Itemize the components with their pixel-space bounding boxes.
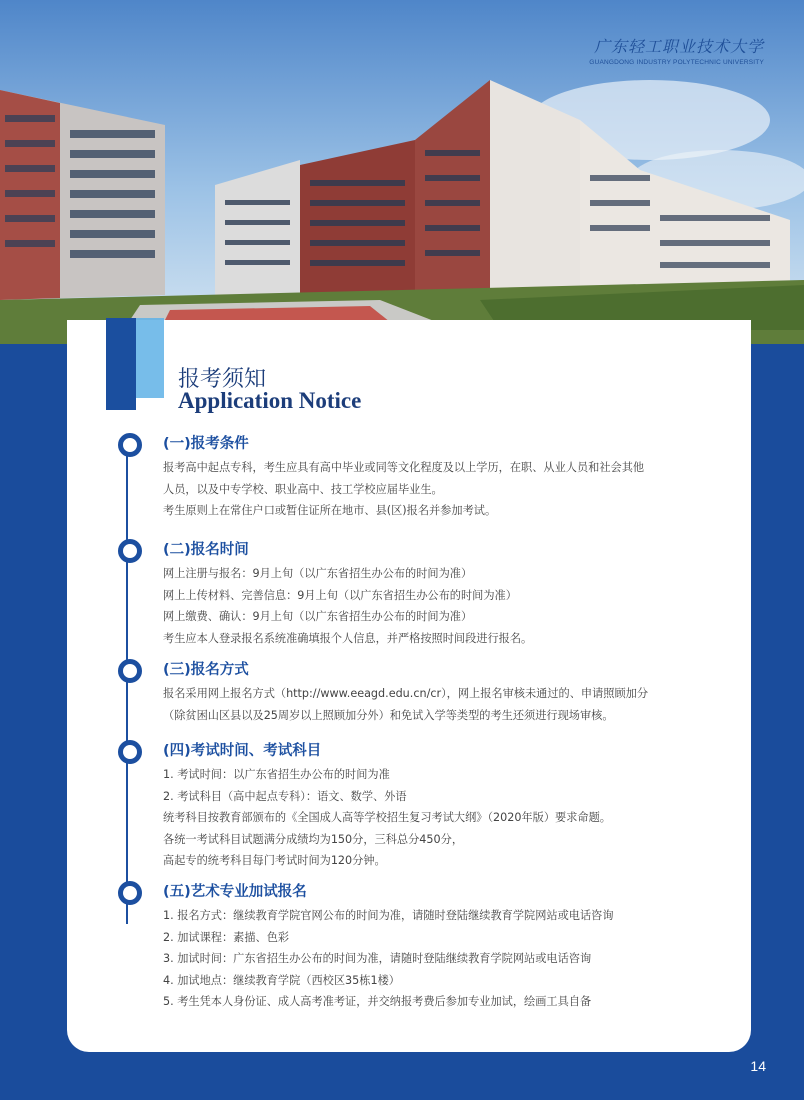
- timeline-line: [126, 444, 128, 924]
- section-line: 1. 考试时间：以广东省招生办公布的时间为准: [163, 768, 390, 781]
- page-title-chinese: 报考须知: [178, 367, 267, 392]
- logo-english: GUANGDONG INDUSTRY POLYTECHNIC UNIVERSITY: [589, 59, 764, 66]
- section-line: 4. 加试地点：继续教育学院（西校区35栋1楼）: [163, 973, 400, 987]
- section-line: 统考科目按教育部颁布的《全国成人高等学校招生复习考试大纲》（2020年版）要求命题。: [163, 811, 611, 824]
- logo-chinese: 广东轻工职业技术大学: [593, 37, 764, 56]
- timeline-dot: [118, 539, 142, 563]
- section-title: (五)艺术专业加试报名: [163, 884, 307, 900]
- section-line: 3. 加试时间：广东省招生办公布的时间为准，请随时登陆继续教育学院网站或电话咨询: [163, 952, 592, 965]
- title-marker-dark: [106, 318, 136, 410]
- section-line: 报名采用网上报名方式（http://www.eeagd.edu.cn/cr），网上报名审核未通过的、申请照顾加分: [163, 687, 649, 700]
- timeline-dot: [118, 433, 142, 457]
- section-line: 考生原则上在常住户口或暂住证所在地市、县(区)报名并参加考试。: [163, 504, 497, 517]
- section-title: (三)报名方式: [163, 662, 249, 678]
- timeline-dot: [118, 659, 142, 683]
- section-line: 2. 加试课程：素描、色彩: [163, 930, 290, 944]
- section-title: (二)报名时间: [163, 542, 249, 558]
- campus-photo: [0, 0, 804, 344]
- section-line: 各统一考试科目试题满分成绩均为150分，三科总分450分，: [163, 832, 464, 846]
- page-title-english: Application Notice: [178, 388, 362, 413]
- page-number: 14: [750, 1058, 766, 1074]
- timeline-dot: [118, 881, 142, 905]
- section-line: 网上上传材料、完善信息：9月上旬（以广东省招生办公布的时间为准）: [163, 588, 517, 602]
- section-line: （除贫困山区县以及25周岁以上照顾加分外）和免试入学等类型的考生还须进行现场审核。: [163, 708, 614, 722]
- university-logo: [589, 34, 764, 66]
- timeline-dot: [118, 740, 142, 764]
- section-title: (四)考试时间、考试科目: [163, 743, 322, 759]
- section-line: 2. 考试科目（高中起点专科）：语文、数学、外语: [163, 789, 407, 803]
- section-line: 网上缴费、确认：9月上旬（以广东省招生办公布的时间为准）: [163, 610, 473, 623]
- section-line: 5. 考生凭本人身份证、成人高考准考证，并交纳报考费后参加专业加试，绘画工具自备: [163, 995, 592, 1008]
- section-line: 考生应本人登录报名系统准确填报个人信息，并严格按照时间段进行报名。: [163, 631, 533, 645]
- section-line: 高起专的统考科目每门考试时间为120分钟。: [163, 854, 386, 867]
- section-line: 1. 报名方式：继续教育学院官网公布的时间为准，请随时登陆继续教育学院网站或电话咨询: [163, 909, 614, 922]
- section-line: 人员，以及中专学校、职业高中、技工学校应届毕业生。: [163, 482, 443, 496]
- section-title: (一)报考条件: [163, 436, 249, 452]
- section-line: 网上注册与报名：9月上旬（以广东省招生办公布的时间为准）: [163, 567, 473, 580]
- section-line: 报考高中起点专科，考生应具有高中毕业或同等文化程度及以上学历，在职、从业人员和社会其他: [163, 461, 645, 474]
